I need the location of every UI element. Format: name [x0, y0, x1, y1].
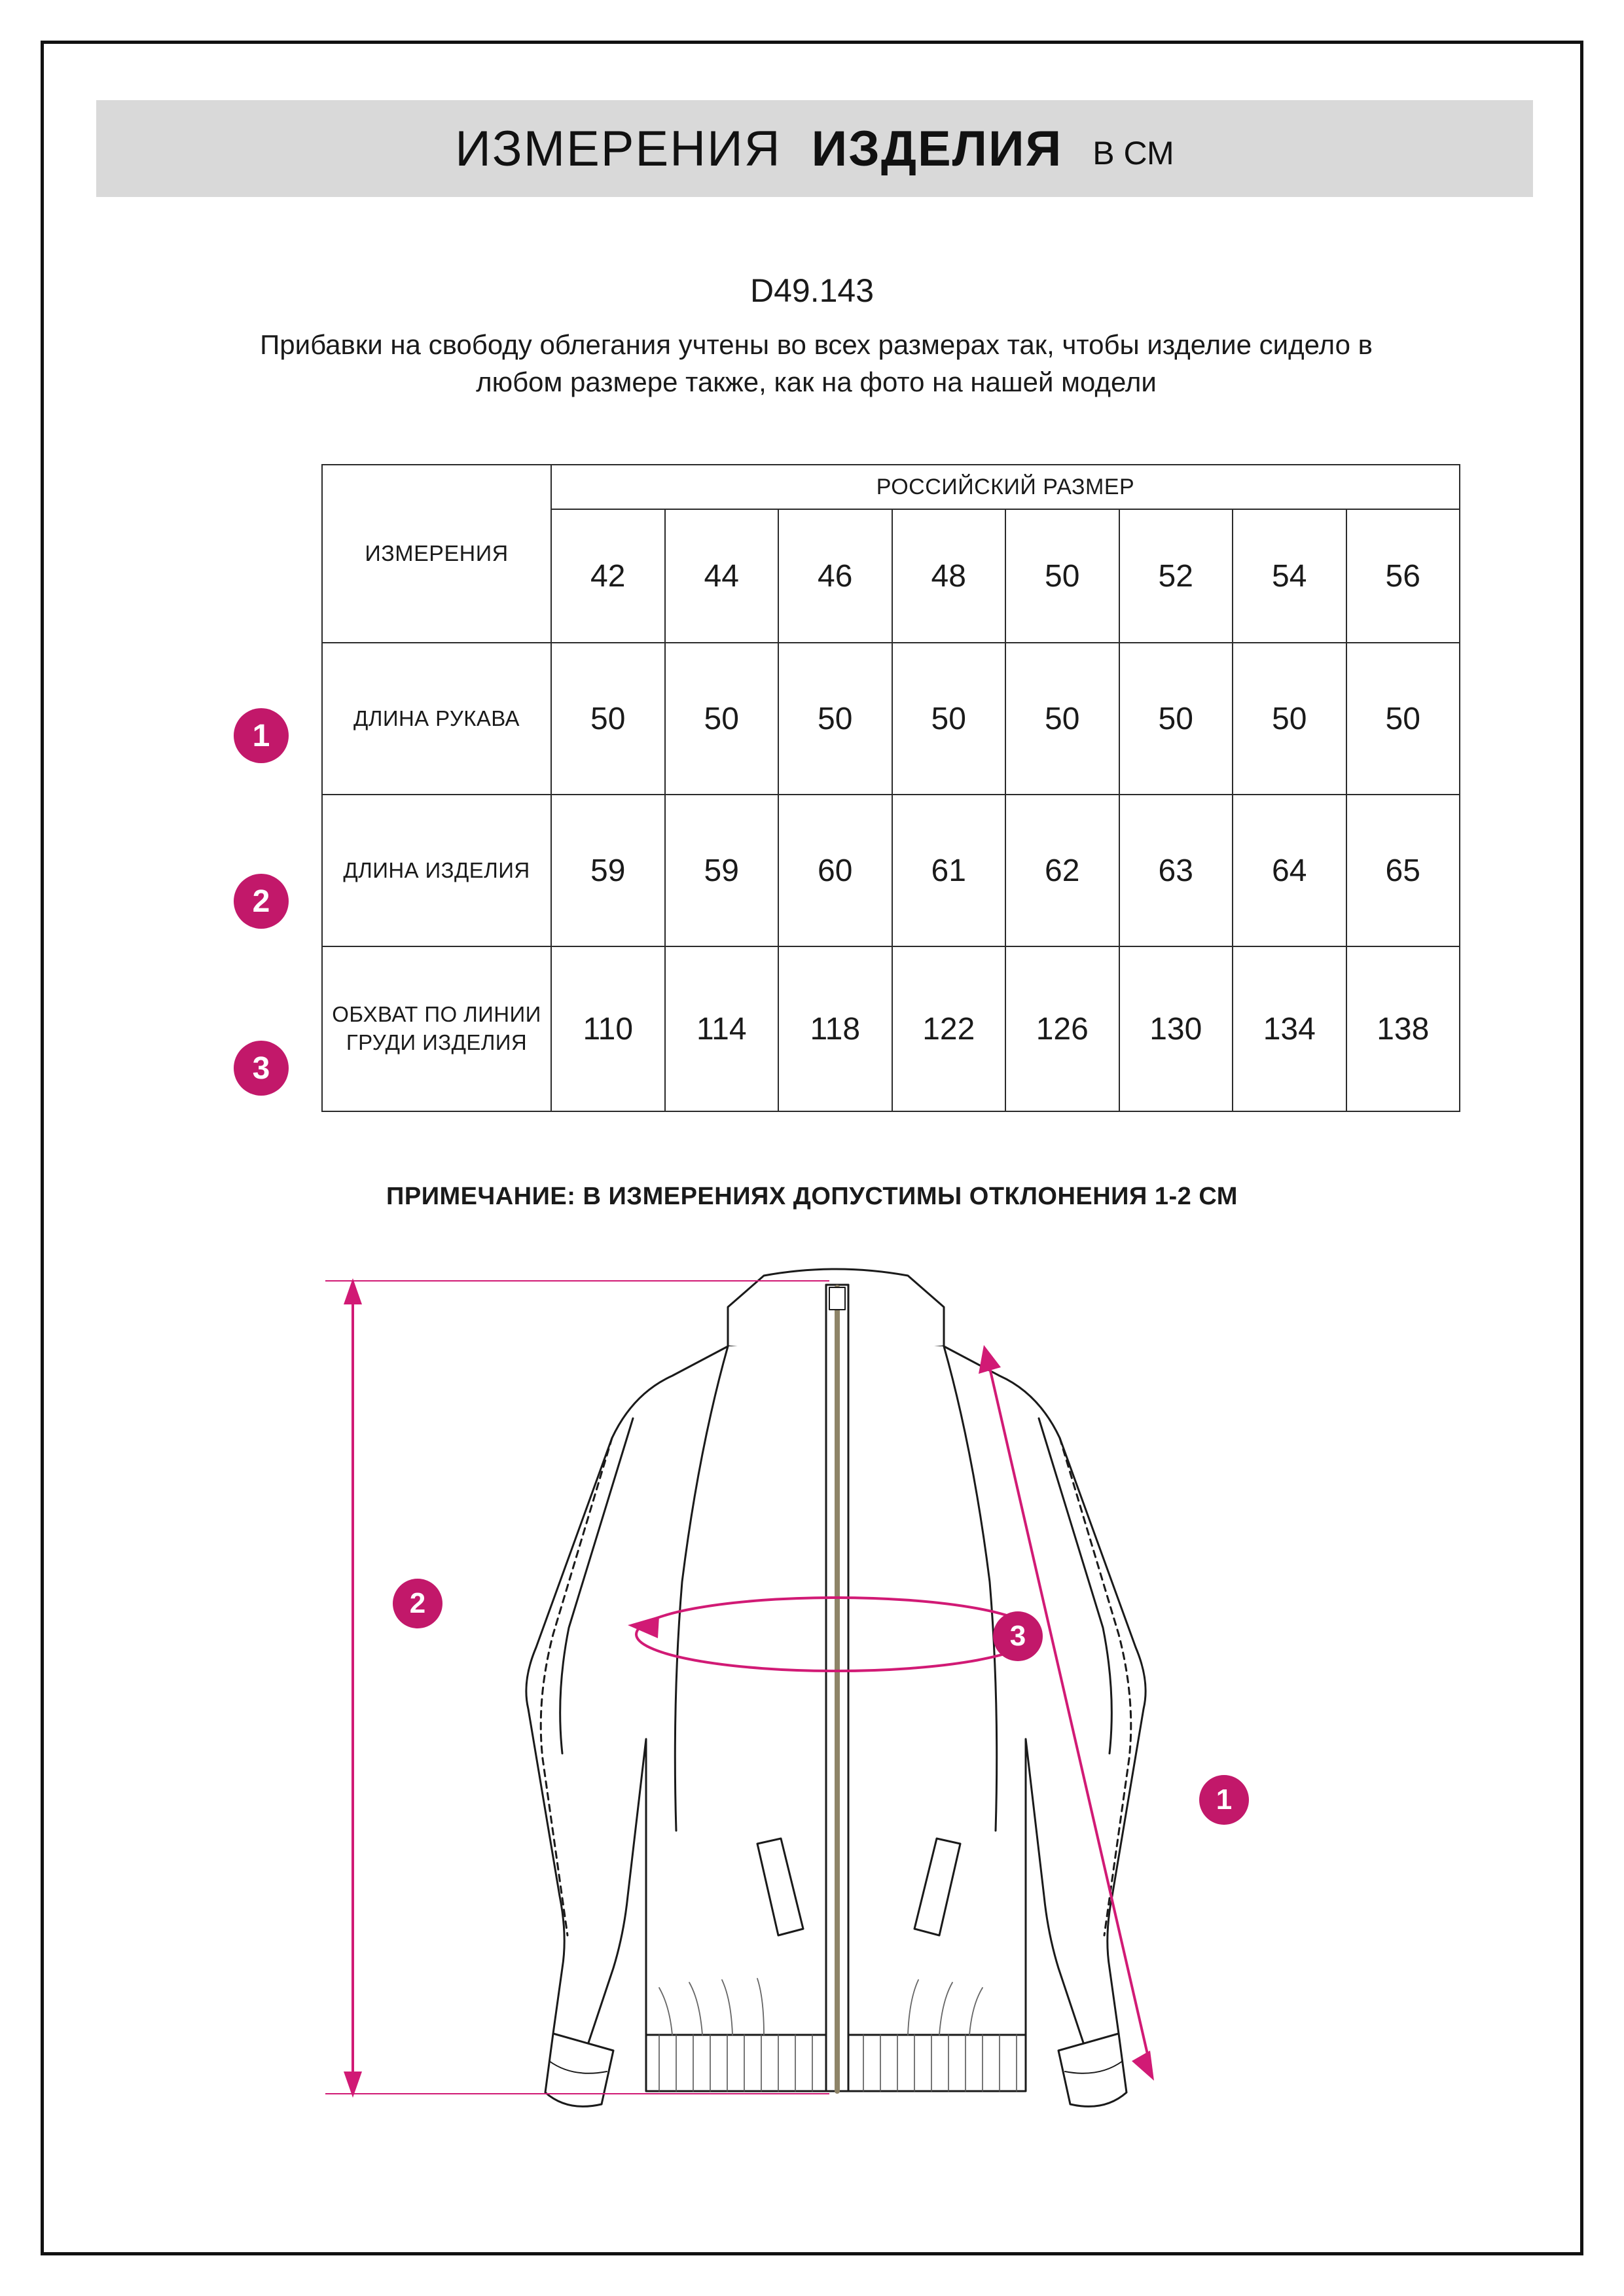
cell-length-44: 59: [665, 795, 779, 946]
cell-length-54: 64: [1233, 795, 1346, 946]
cell-length-56: 65: [1346, 795, 1460, 946]
title-banner: [96, 100, 1533, 197]
cell-length-52: 63: [1119, 795, 1233, 946]
size-col-54: 54: [1233, 509, 1346, 643]
size-table: [321, 464, 1460, 1112]
footnote: ПРИМЕЧАНИЕ: В ИЗМЕРЕНИЯХ ДОПУСТИМЫ ОТКЛОНЕНИЯ 1-2 СМ: [386, 1183, 1238, 1210]
cell-length-50: 62: [1005, 795, 1119, 946]
cell-length-42: 59: [551, 795, 665, 946]
size-col-46: 46: [778, 509, 892, 643]
cell-sleeve-50: 50: [1005, 643, 1119, 795]
cell-sleeve-52: 50: [1119, 643, 1233, 795]
row-marker-2: 2: [234, 874, 289, 929]
cell-sleeve-54: 50: [1233, 643, 1346, 795]
cell-sleeve-42: 50: [551, 643, 665, 795]
title-unit: В СМ: [1092, 135, 1174, 171]
cell-chest-50: 126: [1005, 946, 1119, 1111]
row-marker-3: 3: [234, 1041, 289, 1096]
size-col-50: 50: [1005, 509, 1119, 643]
table-row: [322, 795, 1460, 946]
size-col-42: 42: [551, 509, 665, 643]
size-col-56: 56: [1346, 509, 1460, 643]
cell-chest-52: 130: [1119, 946, 1233, 1111]
cell-chest-54: 134: [1233, 946, 1346, 1111]
row-label-sleeve-length: ДЛИНА РУКАВА: [322, 643, 551, 795]
title-measurements: ИЗМЕРЕНИЯ: [455, 120, 782, 177]
cell-sleeve-46: 50: [778, 643, 892, 795]
measurements-header: ИЗМЕРЕНИЯ: [322, 465, 551, 643]
cell-chest-46: 118: [778, 946, 892, 1111]
table-header-region-row: [322, 465, 1460, 509]
row-label-garment-length: ДЛИНА ИЗДЕЛИЯ: [322, 795, 551, 946]
table-row: [322, 643, 1460, 795]
table-row: [322, 946, 1460, 1111]
cell-chest-48: 122: [892, 946, 1006, 1111]
diagram-marker-sleeve: 1: [1199, 1775, 1249, 1825]
diagram-marker-length: 2: [393, 1579, 442, 1628]
cell-chest-56: 138: [1346, 946, 1460, 1111]
cell-chest-42: 110: [551, 946, 665, 1111]
article-code: D49.143: [749, 272, 875, 309]
region-header: РОССИЙСКИЙ РАЗМЕР: [551, 465, 1460, 509]
diagram-marker-chest: 3: [993, 1611, 1043, 1661]
row-label-chest-girth: ОБХВАТ ПО ЛИНИИ ГРУДИ ИЗДЕЛИЯ: [322, 946, 551, 1111]
title-product: ИЗДЕЛИЯ: [811, 120, 1063, 177]
garment-illustration: [306, 1242, 1366, 2197]
cell-sleeve-44: 50: [665, 643, 779, 795]
size-col-52: 52: [1119, 509, 1233, 643]
page-border: [41, 41, 1583, 2255]
size-col-48: 48: [892, 509, 1006, 643]
cell-length-48: 61: [892, 795, 1006, 946]
cell-sleeve-56: 50: [1346, 643, 1460, 795]
document-content: [44, 44, 1580, 2252]
row-marker-1: 1: [234, 708, 289, 763]
cell-length-46: 60: [778, 795, 892, 946]
size-col-44: 44: [665, 509, 779, 643]
cell-sleeve-48: 50: [892, 643, 1006, 795]
cell-chest-44: 114: [665, 946, 779, 1111]
intro-note: Прибавки на свободу облегания учтены во всех размерах так, чтобы изделие сидело в любом размере также, как на фото на нашей модели: [260, 329, 1373, 397]
